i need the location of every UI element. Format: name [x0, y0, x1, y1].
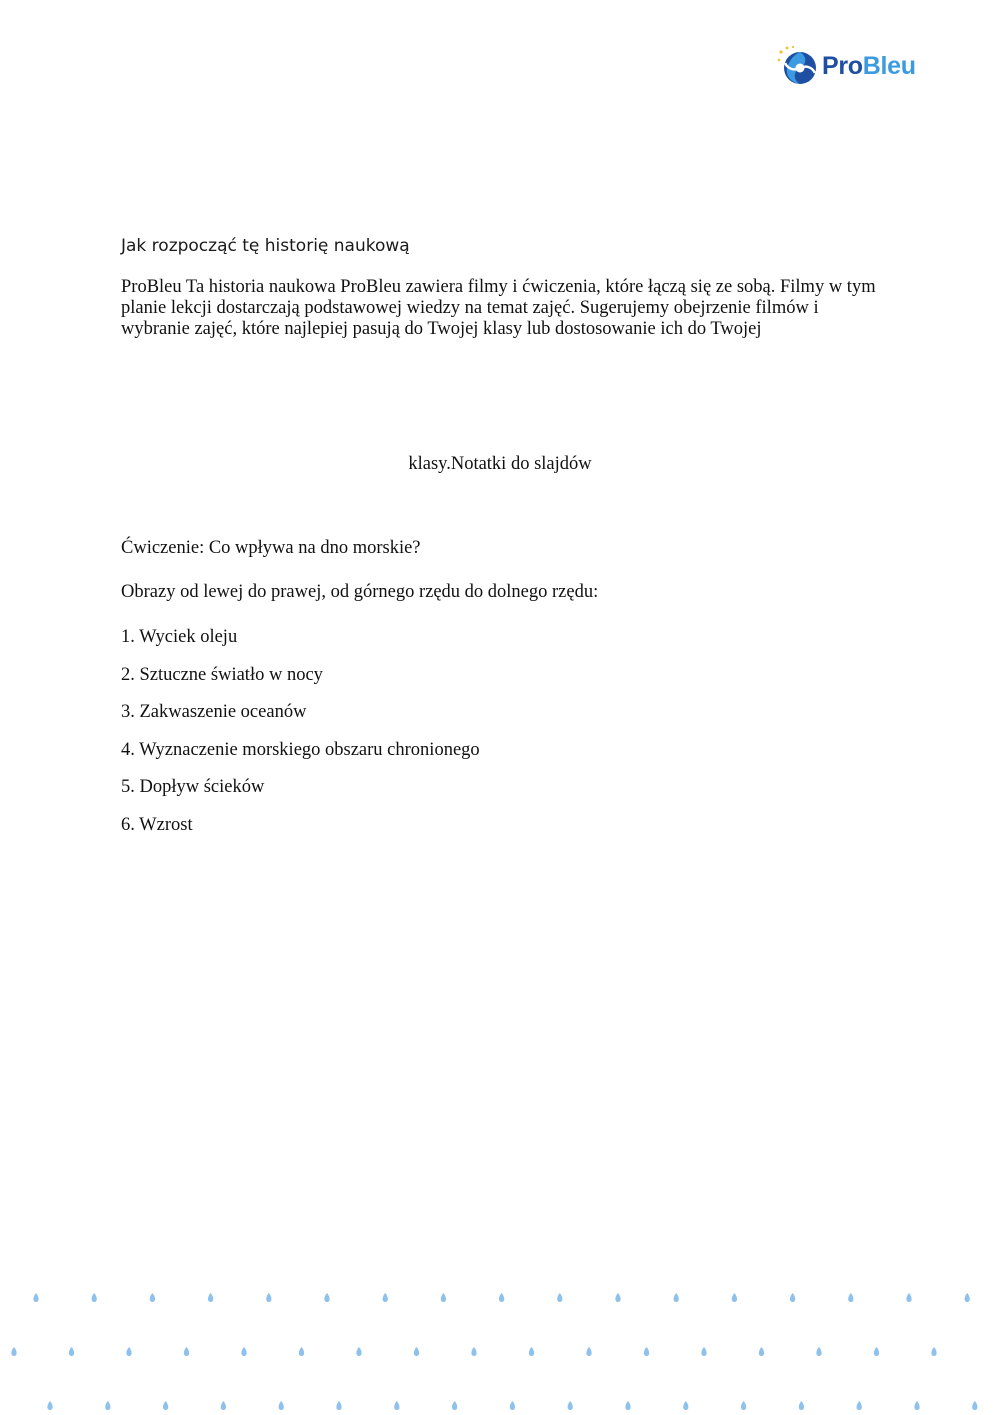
droplet-icon	[857, 1401, 862, 1410]
droplet-icon	[972, 1401, 977, 1410]
droplet-icon	[221, 1401, 226, 1410]
logo-wordmark-pro: Pro	[822, 51, 863, 80]
impact-list	[121, 626, 480, 852]
droplet-icon	[441, 1293, 446, 1302]
droplet-icon	[816, 1347, 821, 1356]
droplet-icon	[184, 1347, 189, 1356]
droplet-icon	[615, 1293, 620, 1302]
droplet-icon	[394, 1401, 399, 1410]
exercise-title: Ćwiczenie: Co wpływa na dno morskie?	[121, 538, 421, 558]
droplet-icon	[266, 1293, 271, 1302]
droplet-icon	[906, 1293, 911, 1302]
droplet-icon	[931, 1347, 936, 1356]
logo-wordmark	[822, 52, 916, 81]
droplet-icon	[47, 1401, 52, 1410]
droplet-icon	[510, 1401, 515, 1410]
droplet-icon	[683, 1401, 688, 1410]
droplet-icon	[674, 1293, 679, 1302]
droplet-icon	[279, 1401, 284, 1410]
droplet-icon	[150, 1293, 155, 1302]
list-item: 2. Sztuczne światło w nocy	[121, 664, 323, 685]
list-item: 5. Dopływ ścieków	[121, 777, 265, 798]
droplet-icon	[644, 1347, 649, 1356]
droplet-icon	[383, 1293, 388, 1302]
droplet-icon	[874, 1347, 879, 1356]
droplet-icon	[701, 1347, 706, 1356]
droplet-icon	[163, 1401, 168, 1410]
droplet-icon	[11, 1347, 16, 1356]
intro-paragraph: ProBleu Ta historia naukowa ProBleu zawiera filmy i ćwiczenia, które łączą się ze sobą. Filmy w tym planie lekcji dostarczają podstawowej wiedzy na temat zajęć. Sugerujemy obejrzenie filmów i wybranie zajęć, które najlepiej pasują do Twojej klasy lub dostosowanie ich do Twojej	[121, 277, 876, 339]
logo-wordmark-bleu: Bleu	[862, 51, 916, 80]
list-item: 4. Wyznaczenie morskiego obszaru chronionego	[121, 739, 480, 760]
droplet-icon	[848, 1293, 853, 1302]
droplet-icon	[452, 1401, 457, 1410]
droplet-icon	[33, 1293, 38, 1302]
droplet-icon	[529, 1347, 534, 1356]
images-caption: Obrazy od lewej do prawej, od górnego rzędu do dolnego rzędu:	[121, 582, 599, 602]
list-item: 3. Zakwaszenie oceanów	[121, 702, 307, 723]
droplet-icon	[356, 1347, 361, 1356]
droplet-icon	[732, 1293, 737, 1302]
droplet-icon	[914, 1401, 919, 1410]
droplet-icon	[499, 1293, 504, 1302]
droplet-icon	[557, 1293, 562, 1302]
section-heading: Jak rozpocząć tę historię naukową	[121, 236, 410, 256]
droplet-icon	[799, 1401, 804, 1410]
list-item: 1. Wyciek oleju	[121, 627, 238, 647]
droplet-icon	[790, 1293, 795, 1302]
droplet-icon	[625, 1401, 630, 1410]
droplet-icon	[741, 1401, 746, 1410]
droplet-icon	[299, 1347, 304, 1356]
droplet-icon	[965, 1293, 970, 1302]
droplet-icon	[586, 1347, 591, 1356]
droplet-icon	[324, 1293, 329, 1302]
droplet-icon	[69, 1347, 74, 1356]
list-item: 6. Wzrost	[121, 814, 193, 835]
droplet-pattern-decoration	[0, 1280, 1000, 1415]
droplet-icon	[759, 1347, 764, 1356]
droplet-icon	[336, 1401, 341, 1410]
droplet-icon	[414, 1347, 419, 1356]
slide-notes-label: klasy.Notatki do slajdów	[408, 454, 592, 474]
probleu-logo-mark	[776, 45, 818, 87]
droplet-icon	[568, 1401, 573, 1410]
probleu-logo	[776, 43, 926, 89]
droplet-icon	[92, 1293, 97, 1302]
droplet-icon	[471, 1347, 476, 1356]
droplet-icon	[208, 1293, 213, 1302]
droplet-icon	[105, 1401, 110, 1410]
droplet-icon	[241, 1347, 246, 1356]
droplet-icon	[126, 1347, 131, 1356]
